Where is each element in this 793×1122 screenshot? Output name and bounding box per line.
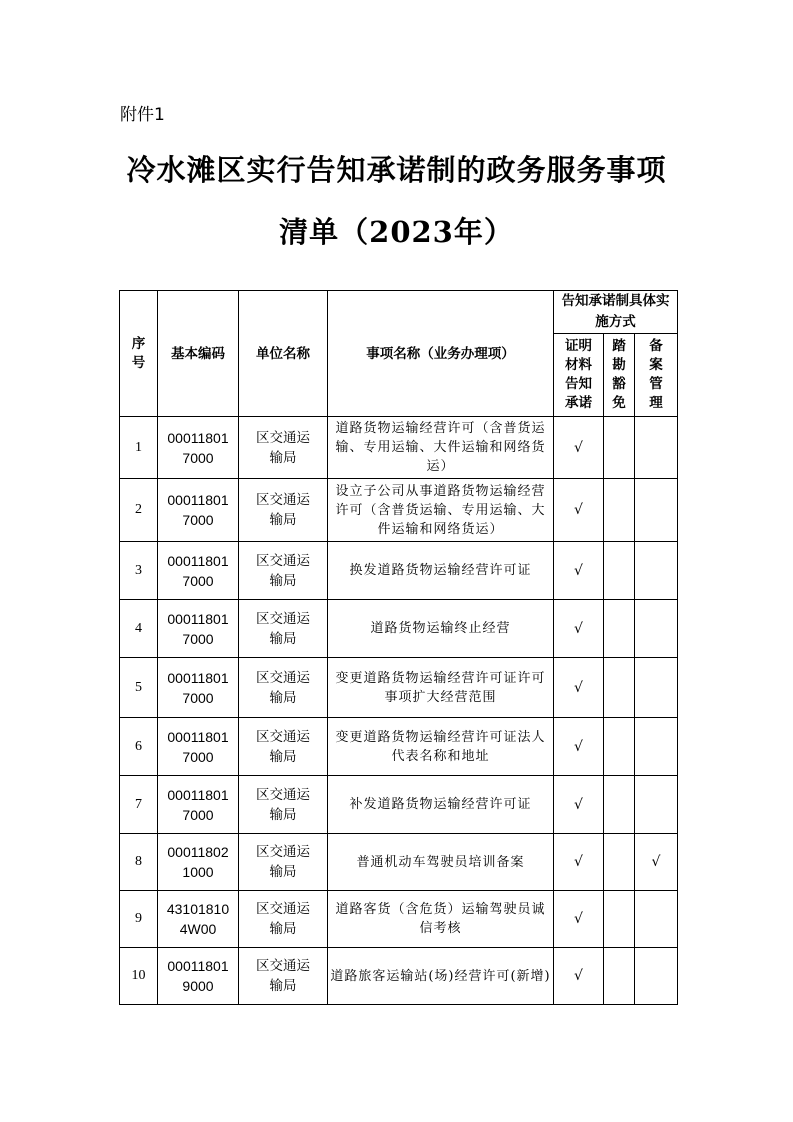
row-unit-name-line-1: 区交通运 [256,844,310,860]
row-serial-number: 5 [120,658,158,718]
row-basic-code-part-2: 7000 [182,449,214,466]
row-certificate-commitment-mark: √ [554,948,604,1005]
row-item-name: 补发道路货物运输经营许可证 [328,776,554,834]
row-unit-name-line-1: 区交通运 [256,610,310,627]
header-unit-name: 单位名称 [239,291,328,417]
header-survey-exemption-text: 踏勘豁免 [612,338,626,411]
row-filing-management-mark [635,658,678,718]
row-basic-code-part-1: 43101810 [166,901,230,917]
row-survey-exemption-mark [604,479,635,542]
row-unit-name-line-1: 区交通运 [256,786,310,803]
row-item-name: 变更道路货物运输经营许可证法人代表名称和地址 [328,718,554,776]
row-serial-number: 9 [120,891,158,948]
row-certificate-commitment-mark: √ [554,658,604,718]
row-survey-exemption-mark [604,834,635,891]
row-unit-name-line-1: 区交通运 [256,552,310,569]
header-serial-number-text: 序号 [131,335,146,371]
row-basic-code-part-2: 9000 [182,978,214,994]
table-row [120,891,678,948]
row-certificate-commitment-mark: √ [554,479,604,542]
row-unit-name [239,776,328,834]
row-unit-name [239,479,328,542]
row-unit-name [239,948,328,1005]
table-row [120,718,678,776]
row-certificate-commitment-mark: √ [554,542,604,600]
row-unit-name-line-2: 输局 [269,512,297,528]
table-row [120,834,678,891]
row-unit-name-line-2: 输局 [269,806,297,823]
table-row [120,417,678,479]
row-unit-name-line-2: 输局 [269,921,297,937]
row-basic-code-part-1: 00011801 [167,610,229,627]
table-row [120,600,678,658]
row-basic-code-part-2: 4W00 [179,921,217,937]
row-filing-management-mark [635,600,678,658]
row-basic-code [158,776,239,834]
row-unit-name-line-2: 输局 [269,449,297,466]
row-filing-management-mark [635,542,678,600]
header-basic-code: 基本编码 [158,291,239,417]
row-basic-code [158,600,239,658]
row-basic-code-part-2: 7000 [182,512,214,528]
row-unit-name [239,891,328,948]
header-implementation-method: 告知承诺制具体实施方式 [554,291,678,334]
row-survey-exemption-mark [604,891,635,948]
row-survey-exemption-mark [604,658,635,718]
header-serial-number [120,291,158,417]
table-row [120,658,678,718]
service-items-table [119,290,678,1005]
row-unit-name-line-1: 区交通运 [256,429,310,446]
row-unit-name-line-1: 区交通运 [256,958,310,974]
row-basic-code [158,948,239,1005]
row-certificate-commitment-mark: √ [554,600,604,658]
row-certificate-commitment-mark: √ [554,718,604,776]
row-serial-number: 1 [120,417,158,479]
row-unit-name [239,834,328,891]
row-basic-code-part-1: 00011801 [167,552,229,569]
row-item-name: 普通机动车驾驶员培训备案 [328,834,554,891]
row-basic-code-part-2: 1000 [182,864,214,880]
header-certificate-commitment [554,334,604,417]
row-basic-code [158,718,239,776]
row-unit-name-line-2: 输局 [269,864,297,880]
row-filing-management-mark [635,718,678,776]
row-basic-code [158,891,239,948]
row-survey-exemption-mark [604,600,635,658]
row-serial-number: 2 [120,479,158,542]
row-filing-management-mark: √ [635,834,678,891]
document-title-line-2: 清单（2023年） [279,215,514,249]
table-row [120,948,678,1005]
row-unit-name [239,600,328,658]
row-basic-code-part-1: 00011802 [167,844,229,860]
row-serial-number: 8 [120,834,158,891]
row-basic-code-part-2: 7000 [182,806,214,823]
row-unit-name-line-1: 区交通运 [256,728,310,745]
row-filing-management-mark [635,948,678,1005]
row-basic-code-part-2: 7000 [182,748,214,765]
row-basic-code-part-1: 00011801 [167,492,229,508]
table-row [120,479,678,542]
row-basic-code [158,834,239,891]
header-certificate-commitment-text: 证明材料告知承诺 [565,338,592,411]
row-item-name: 变更道路货物运输经营许可证许可事项扩大经营范围 [328,658,554,718]
row-certificate-commitment-mark: √ [554,776,604,834]
row-filing-management-mark [635,417,678,479]
row-basic-code-part-2: 7000 [182,630,214,647]
header-filing-management-text: 备案管理 [649,338,663,411]
row-survey-exemption-mark [604,718,635,776]
row-unit-name [239,417,328,479]
row-filing-management-mark [635,776,678,834]
row-certificate-commitment-mark: √ [554,834,604,891]
row-unit-name-line-2: 输局 [269,572,297,589]
row-filing-management-mark [635,891,678,948]
header-survey-exemption [604,334,635,417]
row-item-name: 道路旅客运输站(场)经营许可(新增) [328,948,554,1005]
row-unit-name-line-2: 输局 [269,978,297,994]
row-unit-name-line-1: 区交通运 [256,669,310,686]
document-title-line-1: 冷水滩区实行告知承诺制的政务服务事项 [126,153,667,187]
row-unit-name [239,718,328,776]
row-serial-number: 3 [120,542,158,600]
row-basic-code [158,542,239,600]
attachment-label: 附件1 [120,105,165,125]
row-certificate-commitment-mark: √ [554,891,604,948]
row-unit-name-line-1: 区交通运 [256,492,310,508]
row-unit-name-line-2: 输局 [269,630,297,647]
row-basic-code-part-2: 7000 [182,572,214,589]
row-unit-name-line-1: 区交通运 [256,901,310,917]
row-unit-name-line-2: 输局 [269,748,297,765]
row-serial-number: 7 [120,776,158,834]
row-item-name: 道路货物运输经营许可（含普货运输、专用运输、大件运输和网络货运） [328,417,554,479]
row-unit-name-line-2: 输局 [269,689,297,706]
row-basic-code-part-2: 7000 [182,689,214,706]
table-row [120,542,678,600]
row-survey-exemption-mark [604,542,635,600]
row-basic-code-part-1: 00011801 [167,728,229,745]
row-survey-exemption-mark [604,776,635,834]
row-survey-exemption-mark [604,948,635,1005]
row-item-name: 道路客货（含危货）运输驾驶员诚信考核 [328,891,554,948]
row-unit-name [239,542,328,600]
row-basic-code [158,658,239,718]
row-filing-management-mark [635,479,678,542]
row-serial-number: 6 [120,718,158,776]
row-certificate-commitment-mark: √ [554,417,604,479]
row-basic-code-part-1: 00011801 [167,669,229,686]
row-item-name: 设立子公司从事道路货物运输经营许可（含普货运输、专用运输、大件运输和网络货运） [328,479,554,542]
row-serial-number: 10 [120,948,158,1005]
row-basic-code-part-1: 00011801 [167,429,229,446]
row-serial-number: 4 [120,600,158,658]
row-survey-exemption-mark [604,417,635,479]
header-item-name: 事项名称（业务办理项） [328,291,554,417]
row-basic-code-part-1: 00011801 [167,786,229,803]
table-row [120,776,678,834]
row-basic-code-part-1: 00011801 [167,958,229,974]
row-basic-code [158,417,239,479]
row-basic-code [158,479,239,542]
row-item-name: 换发道路货物运输经营许可证 [328,542,554,600]
header-filing-management [635,334,678,417]
row-item-name: 道路货物运输终止经营 [328,600,554,658]
row-unit-name [239,658,328,718]
